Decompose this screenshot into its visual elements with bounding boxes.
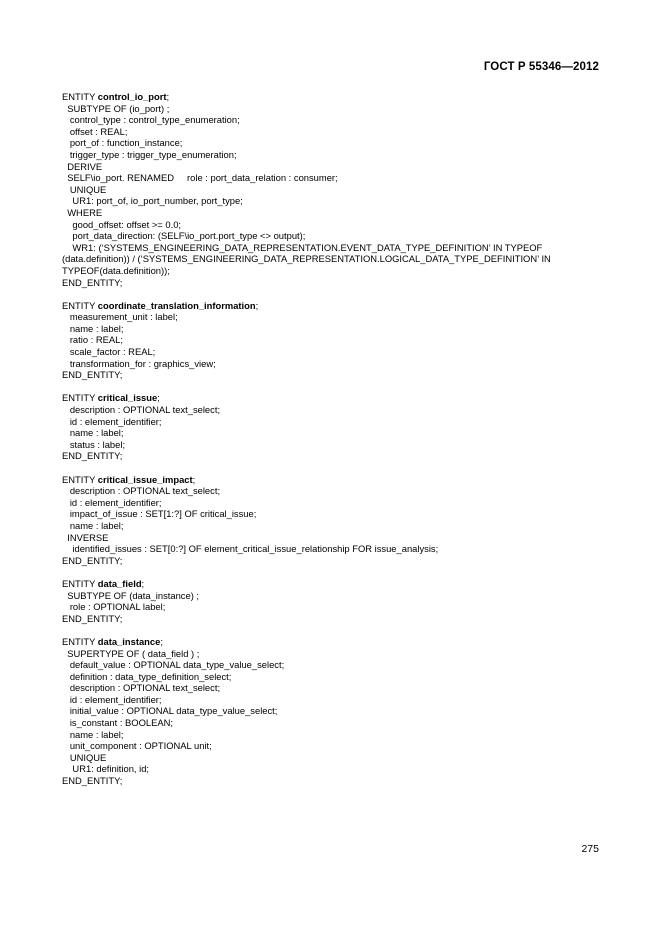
schema-line: END_ENTITY; (62, 450, 123, 462)
entity-header (62, 300, 607, 312)
entity-terminator: ; (166, 91, 170, 102)
schema-line: INVERSE (62, 531, 109, 543)
entity-block (62, 91, 607, 288)
schema-line: WR1: (‘SYSTEMS_ENGINEERING_DATA_REPRESENTATION.EVENT_DATA_TYPE_DEFINITION’ IN TYPEOF (62, 241, 543, 253)
schema-line: is_constant : BOOLEAN; (62, 717, 173, 729)
schema-line: END_ENTITY; (62, 775, 123, 787)
schema-line: name : label; (62, 728, 124, 740)
schema-line: port_data_direction: (SELF\io_port.port_type <> output); (62, 230, 306, 242)
entity-keyword: ENTITY (62, 299, 98, 311)
entity-terminator: ; (192, 473, 196, 485)
entity-block (62, 392, 607, 462)
block-gap (62, 462, 607, 474)
entity-block (62, 578, 607, 624)
schema-line: status : label; (62, 438, 126, 450)
schema-line: (data.definition)) / (‘SYSTEMS_ENGINEERING_DATA_REPRESENTATION.LOGICAL_DATA_TYPE_DEFINITION’ IN (62, 253, 551, 265)
page-number: 275 (581, 843, 599, 855)
entity-keyword: ENTITY (62, 473, 98, 485)
schema-line: trigger_type : trigger_type_enumeration; (62, 148, 237, 160)
schema-line: measurement_unit : label; (62, 311, 178, 323)
schema-line: UR1: definition, id; (62, 763, 150, 775)
schema-line: END_ENTITY; (62, 554, 123, 566)
schema-line: DERIVE (62, 160, 103, 172)
schema-line: role : OPTIONAL label; (62, 601, 166, 613)
schema-line: identified_issues : SET[0:?] OF element_critical_issue_relationship FOR issue_analysis; (62, 543, 439, 555)
entity-name: coordinate_translation_information (97, 299, 256, 311)
standard-header: ГОСТ Р 55346—2012 (483, 61, 599, 73)
entity-block (62, 300, 607, 381)
schema-line: name : label; (62, 519, 124, 531)
entity-terminator: ; (141, 577, 145, 589)
schema-line: UNIQUE (62, 751, 107, 763)
schema-line: initial_value : OPTIONAL data_type_value_select; (62, 705, 278, 717)
schema-line: name : label; (62, 322, 124, 334)
schema-line: SUBTYPE OF (io_port) ; (62, 102, 170, 114)
schema-line: description : OPTIONAL text_select; (62, 404, 221, 416)
schema-line: offset : REAL; (62, 125, 128, 137)
entity-terminator: ; (255, 299, 259, 311)
schema-line: UR1: port_of, io_port_number, port_type; (62, 195, 243, 207)
schema-line: description : OPTIONAL text_select; (62, 485, 221, 497)
entity-header (62, 474, 607, 486)
schema-line: transformation_for : graphics_view; (62, 357, 216, 369)
entity-header (62, 392, 607, 404)
entity-header (62, 578, 607, 590)
entity-name: data_instance (97, 635, 161, 647)
express-schema-listing (62, 91, 607, 787)
schema-line: SUPERTYPE OF ( data_field ) ; (62, 647, 200, 659)
entity-terminator: ; (160, 635, 163, 647)
schema-line: definition : data_type_definition_select; (62, 670, 232, 682)
entity-header (62, 91, 607, 103)
schema-line: name : label; (62, 427, 124, 439)
schema-line: default_value : OPTIONAL data_type_value_select; (62, 659, 285, 671)
schema-line: port_of : function_instance; (62, 137, 183, 149)
schema-line: control_type : control_type_enumeration; (62, 114, 240, 126)
entity-block (62, 636, 607, 787)
schema-line: impact_of_issue : SET[1:?] OF critical_issue; (62, 508, 257, 520)
schema-line: END_ENTITY; (62, 369, 123, 381)
block-gap (62, 381, 607, 393)
entity-header (62, 636, 607, 648)
schema-line: WHERE (62, 206, 103, 218)
schema-line: unit_component : OPTIONAL unit; (62, 740, 212, 752)
schema-line: SELF\io_port. RENAMED role : port_data_relation : consumer; (62, 172, 338, 184)
schema-line: END_ENTITY; (62, 276, 123, 288)
block-gap (62, 624, 607, 636)
schema-line: id : element_identifier; (62, 415, 162, 427)
entity-keyword: ENTITY (62, 635, 98, 647)
schema-line: SUBTYPE OF (data_instance) ; (62, 589, 200, 601)
entity-name: critical_issue (97, 392, 158, 404)
entity-terminator: ; (157, 392, 160, 404)
schema-line: ratio : REAL; (62, 334, 123, 346)
entity-name: critical_issue_impact (97, 473, 193, 485)
schema-line: TYPEOF(data.definition)); (62, 264, 170, 276)
entity-block (62, 474, 607, 567)
entity-name: data_field (97, 577, 142, 589)
schema-line: id : element_identifier; (62, 496, 162, 508)
block-gap (62, 288, 607, 300)
entity-name: control_io_port (97, 91, 167, 102)
entity-keyword: ENTITY (62, 392, 98, 404)
schema-line: description : OPTIONAL text_select; (62, 682, 221, 694)
schema-line: UNIQUE (62, 183, 107, 195)
schema-line: good_offset: offset >= 0.0; (62, 218, 182, 230)
entity-keyword: ENTITY (62, 91, 98, 102)
schema-line: id : element_identifier; (62, 693, 162, 705)
entity-keyword: ENTITY (62, 577, 98, 589)
schema-line: END_ENTITY; (62, 612, 123, 624)
block-gap (62, 566, 607, 578)
schema-line: scale_factor : REAL; (62, 346, 156, 358)
